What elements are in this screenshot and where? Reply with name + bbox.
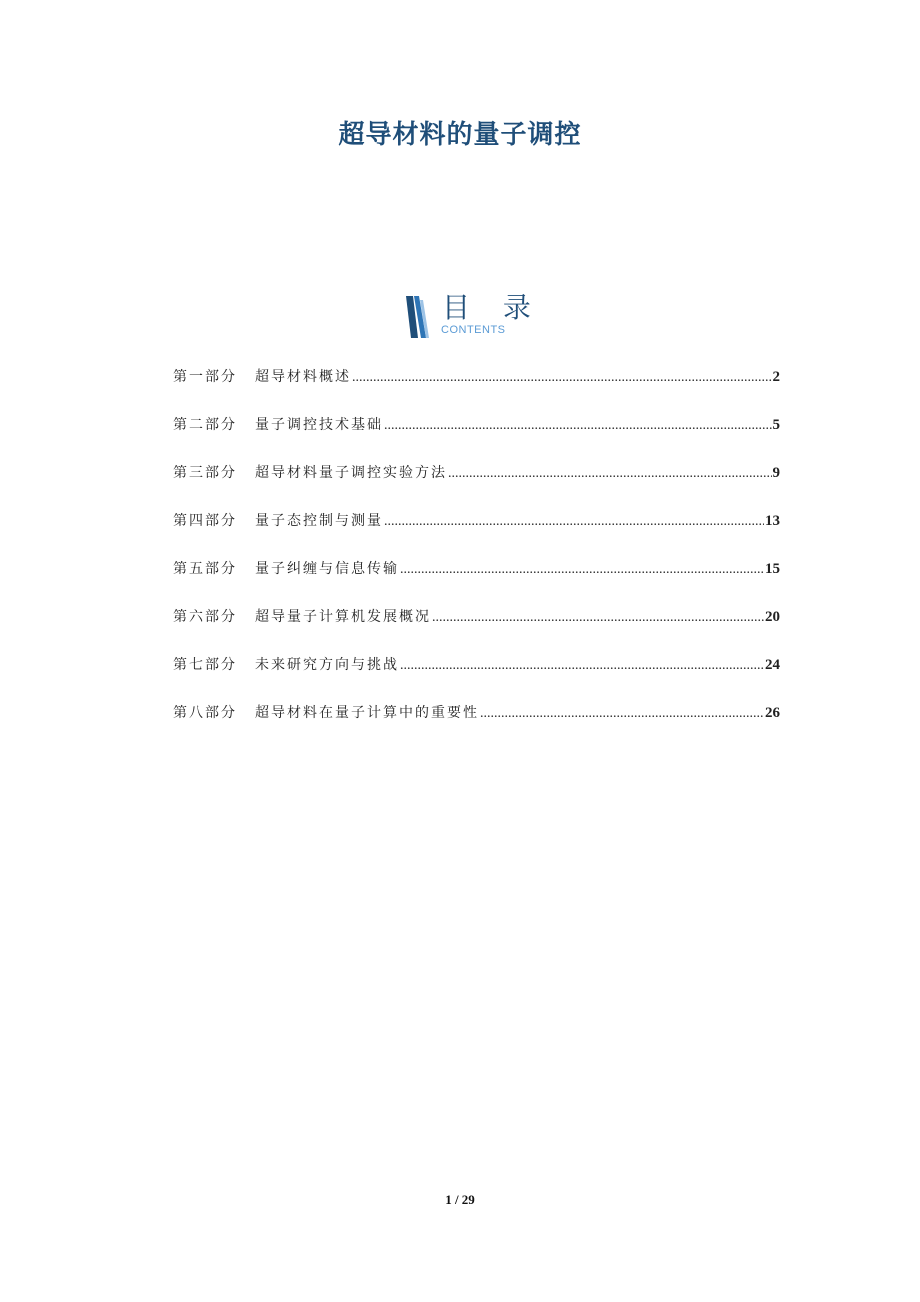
toc-entry-name: 未来研究方向与挑战 xyxy=(255,657,399,673)
toc-entry-name: 量子纠缠与信息传输 xyxy=(255,561,399,577)
toc-entry-page: 2 xyxy=(772,369,780,385)
toc-entry-part: 第一部分 xyxy=(173,369,237,385)
toc-entry-part: 第八部分 xyxy=(173,705,237,721)
toc-entry-part: 第二部分 xyxy=(173,417,237,433)
toc-dot-leader xyxy=(400,562,764,578)
blue-stripes-logo-icon xyxy=(404,294,432,340)
toc-dot-leader xyxy=(448,466,772,482)
toc-dot-leader xyxy=(384,418,772,434)
toc-entry-name: 超导材料概述 xyxy=(255,369,351,385)
page-number: 1 / 29 xyxy=(445,1192,475,1207)
toc-header xyxy=(404,291,543,342)
toc-entry-name: 量子态控制与测量 xyxy=(255,513,383,529)
toc-entry-name: 超导材料在量子计算中的重要性 xyxy=(255,705,479,721)
toc-entry[interactable] xyxy=(173,654,780,702)
toc-entry-page: 20 xyxy=(765,609,780,625)
toc-entry[interactable] xyxy=(173,606,780,654)
toc-dot-leader xyxy=(352,370,772,386)
toc-dot-leader xyxy=(480,706,764,722)
toc-dot-leader xyxy=(400,658,764,674)
toc-entry-page: 13 xyxy=(765,513,780,529)
toc-entry[interactable] xyxy=(173,702,780,750)
toc-entry[interactable] xyxy=(173,510,780,558)
toc-entry[interactable] xyxy=(173,462,780,510)
toc-entry-part: 第三部分 xyxy=(173,465,237,481)
toc-dot-leader xyxy=(384,514,764,530)
toc-entry-page: 9 xyxy=(772,465,780,481)
toc-entry-name: 超导量子计算机发展概况 xyxy=(255,609,431,625)
toc-dot-leader xyxy=(432,610,764,626)
toc-entry[interactable] xyxy=(173,414,780,462)
document-title: 超导材料的量子调控 xyxy=(338,120,582,150)
toc-entry[interactable] xyxy=(173,366,780,414)
toc-entry-page: 26 xyxy=(765,705,780,721)
toc-entry-part: 第六部分 xyxy=(173,609,237,625)
toc-heading: 目 录 xyxy=(442,291,543,324)
toc-entry-part: 第七部分 xyxy=(173,657,237,673)
toc-entry[interactable] xyxy=(173,558,780,606)
toc-list xyxy=(173,366,780,750)
toc-entry-page: 5 xyxy=(772,417,780,433)
toc-entry-part: 第四部分 xyxy=(173,513,237,529)
toc-entry-part: 第五部分 xyxy=(173,561,237,577)
toc-entry-page: 24 xyxy=(765,657,780,673)
toc-entry-name: 超导材料量子调控实验方法 xyxy=(255,465,447,481)
toc-entry-page: 15 xyxy=(765,561,780,577)
toc-subheading: CONTENTS xyxy=(441,324,506,336)
toc-entry-name: 量子调控技术基础 xyxy=(255,417,383,433)
